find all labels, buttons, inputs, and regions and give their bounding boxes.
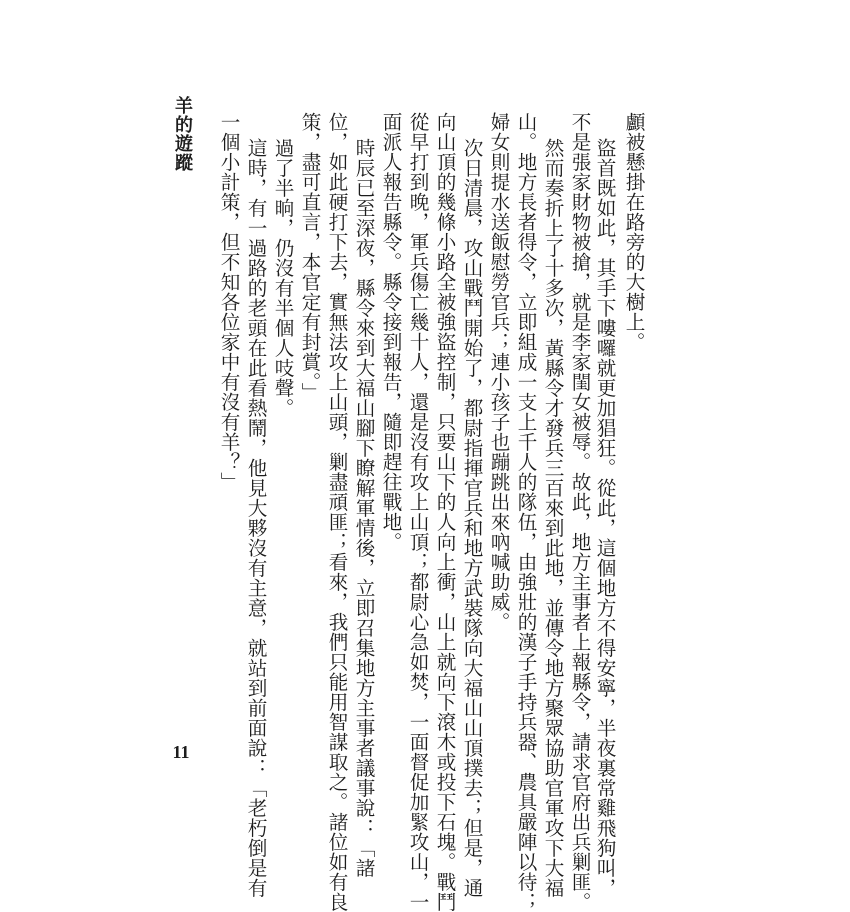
text-line-1: 顱被懸掛在路旁的大樹上。 (622, 112, 645, 352)
text-line-4: 然而奏折上了十多次，黃縣令才發兵三百來到此地，並傳令地方聚眾協助官軍攻下大福 (541, 138, 564, 898)
text-line-3: 不是張家財物被搶，就是李家閨女被辱。故此，地方主事者上報縣令，請求官府出兵剿匪。 (568, 112, 591, 912)
page-number: 11 (172, 742, 190, 762)
text-line-7: 次日清晨，攻山戰鬥開始了，都尉指揮官兵和地方武裝隊向大福山山頂撲去；但是，通 (460, 138, 483, 898)
text-line-14: 過了半晌，仍沒有半個人吱聲。 (271, 138, 294, 418)
text-line-8: 向山頂的幾條小路全被強盜控制，只要山下的人向上衝，山上就向下滾木或投下石塊。戰鬥 (433, 112, 456, 912)
text-line-11: 時辰已至深夜，縣令來到大福山腳下瞭解軍情後，立即召集地方主事者議事說：「諸 (352, 138, 375, 878)
text-line-9: 從早打到晚，軍兵傷亡幾十人，還是沒有攻上山頂；都尉心急如焚，一面督促加緊攻山，一 (406, 112, 429, 912)
running-title: 羊的遊蹤 (172, 96, 193, 172)
text-line-5: 山。地方長者得令，立即組成一支上千人的隊伍，由強壯的漢子手持兵器、農具嚴陣以待； (514, 112, 537, 912)
text-line-16: 一個小計策，但不知各位家中有沒有羊？」 (217, 112, 240, 492)
text-line-15: 這時，有一過路的老頭在此看熱鬧，他見大夥沒有主意，就站到前面說：「老朽倒是有 (244, 138, 267, 898)
text-line-6: 婦女則提水送飯慰勞官兵；連小孩子也蹦跳出來吶喊助威。 (487, 112, 510, 632)
text-line-10: 面派人報告縣令。縣令接到報告，隨即趕往戰地。 (379, 112, 402, 552)
text-line-12: 位，如此硬打下去，實無法攻上山頭，剿盡頑匪；看來，我們只能用智謀取之。諸位如有良 (325, 112, 348, 912)
text-line-13: 策，盡可直言，本官定有封賞。」 (298, 112, 321, 403)
text-line-2: 盜首既如此，其手下嘍囉就更加猖狂。從此，這個地方不得安寧，半夜裏常雞飛狗叫， (593, 138, 616, 898)
